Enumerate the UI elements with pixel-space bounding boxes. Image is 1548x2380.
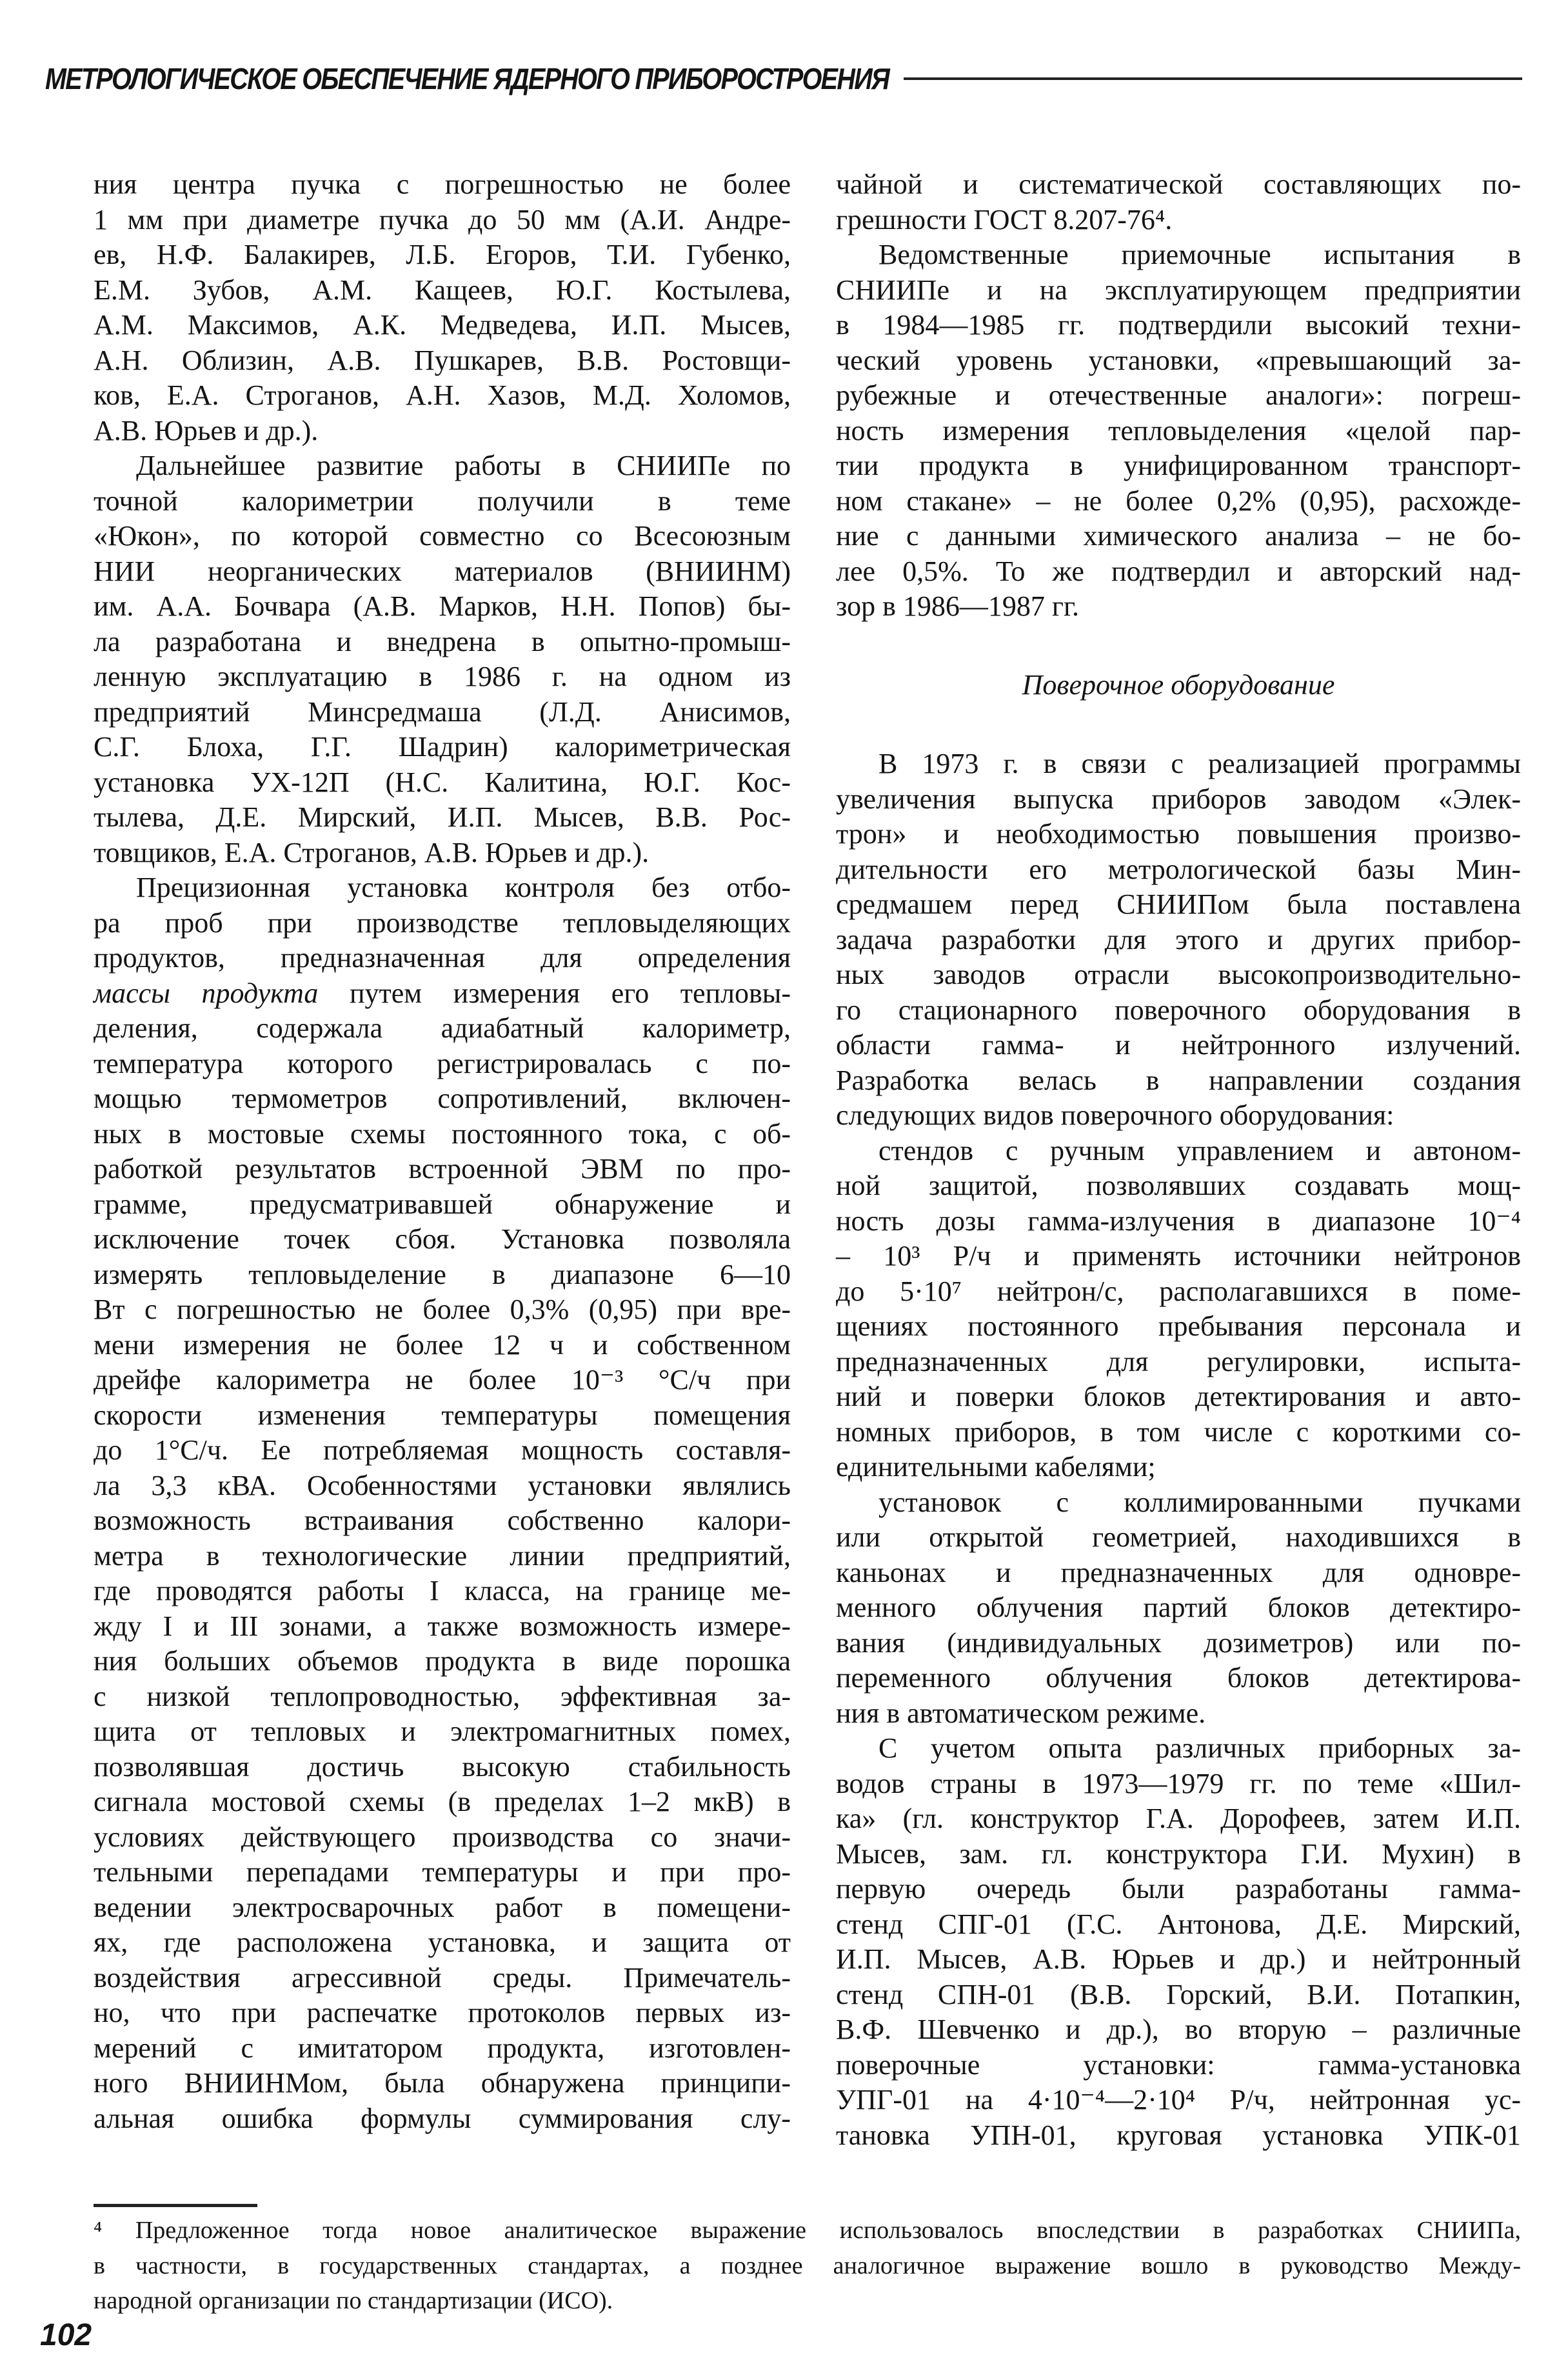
text-line: стенд СПГ-01 (Г.С. Антонова, Д.Е. Мирский,	[836, 1908, 1521, 1940]
text-line: Вт с погрешностью не более 0,3% (0,95) при вре-	[94, 1294, 791, 1325]
text-line: Дальнейшее развитие работы в СНИИПе по	[136, 450, 791, 481]
paragraph	[836, 167, 1521, 237]
paragraph	[94, 167, 791, 448]
text-line: чайной и систематической составляющих по-	[836, 168, 1521, 200]
text-line: но, что при распечатке протоколов первых из-	[94, 1997, 791, 2028]
text-line: УПГ-01 на 4·10⁻⁴—2·10⁴ Р/ч, нейтронная ус-	[836, 2084, 1521, 2115]
text-line: деления, содержала адиабатный калориметр,	[94, 1012, 791, 1044]
text-line: А.М. Максимов, А.К. Медведева, И.П. Мысев,	[94, 309, 791, 341]
text-line: дрейфе калориметра не более 10⁻³ °С/ч при	[94, 1364, 791, 1395]
text-line: метра в технологические линии предприятий,	[94, 1539, 791, 1572]
text-line: продуктов, предназначенная для определения	[94, 942, 791, 974]
text-line: водов страны в 1973—1979 гг. по теме «Шил-	[836, 1767, 1521, 1799]
text-line: В.Ф. Шевченко и др.), во вторую – различные	[836, 2014, 1521, 2045]
text-line: до 1°С/ч. Ее потребляемая мощность составля-	[94, 1434, 791, 1466]
text-line: скорости изменения температуры помещения	[94, 1399, 791, 1431]
text-line: Прецизионная установка контроля без отбо-	[136, 872, 791, 903]
text-line: ний и поверки блоков детектирования и авто-	[836, 1381, 1521, 1412]
text-line: номных приборов, в том числе с короткими со-	[836, 1415, 1521, 1448]
text-line: товщиков, Е.А. Строганов, А.В. Юрьев и др.).	[94, 836, 650, 868]
text-line: установок с коллимированными пучками	[878, 1486, 1521, 1518]
text-line: ном стакане» – не более 0,2% (0,95), расхожде-	[836, 485, 1521, 517]
text-line: А.В. Юрьев и др.).	[94, 414, 319, 446]
text-line: ков, Е.А. Строганов, А.Н. Хазов, М.Д. Холомов,	[94, 379, 791, 411]
text-line: позволявшая достичь высокую стабильность	[94, 1750, 791, 1783]
text-line: грамме, предусматривавшей обнаружение и	[94, 1188, 791, 1220]
text-line: области гамма- и нейтронного излучений.	[836, 1029, 1521, 1061]
text-line: первую очередь были разработаны гамма-	[836, 1873, 1521, 1905]
text-line: грешности ГОСТ 8.207-76⁴.	[836, 203, 1173, 235]
paragraph	[94, 870, 791, 2136]
footnote-divider	[94, 2204, 257, 2207]
text-line: ность дозы гамма-излучения в диапазоне 10⁻⁴	[836, 1205, 1521, 1237]
text-line: В 1973 г. в связи с реализацией программы	[878, 748, 1521, 779]
text-span: путем измерения его тепловы-	[318, 977, 791, 1009]
text-line: ведении электросварочных работ в помещени-	[94, 1891, 791, 1923]
page-number: 102	[40, 2318, 92, 2352]
text-line: НИИ неорганических материалов (ВНИИНМ)	[94, 555, 791, 587]
paragraph	[836, 746, 1521, 1134]
text-line: альная ошибка формулы суммирования слу-	[94, 2102, 791, 2134]
text-line: предназначенных для регулировки, испыта-	[836, 1345, 1521, 1377]
text-line: с низкой теплопроводностью, эффективная за-	[94, 1680, 791, 1712]
header-rule	[904, 77, 1522, 80]
text-line: ние с данными химического анализа – не бо-	[836, 520, 1521, 552]
text-line: ческий уровень установки, «превышающий за-	[836, 344, 1521, 376]
text-line: жду I и III зонами, а также возможность измере-	[94, 1610, 791, 1642]
italic-term: массы продукта	[94, 977, 319, 1009]
text-line	[94, 976, 791, 1012]
text-line: Е.М. Зубов, А.М. Кащеев, Ю.Г. Костылева,	[94, 274, 791, 306]
text-line: ность измерения тепловыделения «целой пар-	[836, 414, 1521, 446]
text-line: сигнала мостовой схемы (в пределах 1–2 мкВ) в	[94, 1786, 791, 1817]
text-line: тылева, Д.Е. Мирский, И.П. Мысев, В.В. Рос-	[94, 801, 791, 833]
text-line: ния в автоматическом режиме.	[836, 1697, 1206, 1729]
text-line: воздействия агрессивной среды. Примечатель-	[94, 1961, 791, 1994]
text-line: го стационарного поверочного оборудования в	[836, 994, 1521, 1026]
text-line: тельными перепадами температуры и при про-	[94, 1856, 791, 1888]
text-line: единительными кабелями;	[836, 1451, 1156, 1483]
text-line: им. А.А. Бочвара (А.В. Марков, Н.Н. Попов) бы-	[94, 590, 791, 622]
text-line: стендов с ручным управлением и автоном-	[878, 1134, 1521, 1166]
text-line: Мысев, зам. гл. конструктора Г.И. Мухин) в	[836, 1837, 1521, 1870]
text-line: зор в 1986—1987 гг.	[836, 590, 1080, 622]
text-line: ной защитой, позволявших создавать мощ-	[836, 1170, 1521, 1201]
text-line: до 5·10⁷ нейтрон/с, располагавшихся в поме-	[836, 1275, 1521, 1307]
text-line: С учетом опыта различных приборных за-	[878, 1732, 1521, 1764]
text-line: щениях постоянного пребывания персонала и	[836, 1310, 1521, 1342]
text-line: температура которого регистрировалась с по-	[94, 1047, 791, 1079]
text-line: условиях действующего производства со значи-	[94, 1821, 791, 1853]
footnote-line: народной организации по стандартизации (ИСО).	[94, 2287, 613, 2314]
text-line: СНИИПе и на эксплуатирующем предприятии	[836, 274, 1521, 306]
text-line: установка УХ-12П (Н.С. Калитина, Ю.Г. Кос-	[94, 766, 791, 798]
paragraph	[836, 1134, 1521, 1485]
text-line: щита от тепловых и электромагнитных помех,	[94, 1715, 791, 1747]
text-line: И.П. Мысев, А.В. Юрьев и др.) и нейтронный	[836, 1943, 1521, 1975]
text-line: ев, Н.Ф. Балакирев, Л.Б. Егоров, Т.И. Губенко,	[94, 239, 791, 270]
text-line: – 10³ Р/ч и применять источники нейтронов	[836, 1240, 1521, 1272]
text-line: 1 мм при диаметре пучка до 50 мм (А.И. Андре-	[94, 203, 791, 235]
text-line: ных в мостовые схемы постоянного тока, с об-	[94, 1117, 791, 1150]
running-header	[45, 59, 1522, 98]
text-line: ния центра пучка с погрешностью не более	[94, 168, 791, 200]
text-line: точной калориметрии получили в теме	[94, 485, 791, 517]
text-line: мерений с имитатором продукта, изготовлен-	[94, 2032, 791, 2064]
text-line: в 1984—1985 гг. подтвердили высокий техни-	[836, 309, 1521, 341]
text-line: «Юкон», по которой совместно со Всесоюзным	[94, 520, 791, 552]
text-line: задача разработки для этого и других прибор-	[836, 923, 1521, 955]
text-line: ра проб при производстве тепловыделяющих	[94, 906, 791, 939]
text-line: или открытой геометрией, находившихся в	[836, 1521, 1521, 1553]
text-line: ла 3,3 кВА. Особенностями установки являлись	[94, 1469, 791, 1501]
footnote-line: ⁴ Предложенное тогда новое аналитическое выражение использовалось впоследствии в разработках СНИИПа,	[94, 2217, 1521, 2244]
text-line: С.Г. Блоха, Г.Г. Шадрин) калориметрическая	[94, 731, 791, 763]
paragraph	[836, 237, 1521, 625]
text-line: трон» и необходимостью повышения произво-	[836, 818, 1521, 850]
text-line: следующих видов поверочного оборудования:	[836, 1099, 1394, 1131]
text-line: лее 0,5%. То же подтвердил и авторский над-	[836, 555, 1521, 587]
text-line: ного ВНИИНМом, была обнаружена принципи-	[94, 2067, 791, 2099]
text-line: предприятий Минсредмаша (Л.Д. Анисимов,	[94, 695, 791, 728]
paragraph	[836, 1485, 1521, 1732]
footnote-line: в частности, в государственных стандартах, а позднее аналогичное выражение вошло в руководство Между-	[94, 2252, 1521, 2279]
text-line: мени измерения не более 12 ч и собственном	[94, 1328, 791, 1361]
text-line: возможность встраивания собственно калори-	[94, 1505, 791, 1536]
text-line: ных заводов отрасли высокопроизводительно-	[836, 959, 1521, 990]
text-line: вания (индивидуальных дозиметров) или по-	[836, 1626, 1521, 1659]
text-line: ка» (гл. конструктор Г.А. Дорофеев, затем И.П.	[836, 1803, 1521, 1834]
text-line: работкой результатов встроенной ЭВМ по про-	[94, 1153, 791, 1185]
left-column	[94, 167, 791, 2136]
text-line: тановка УПН-01, круговая установка УПК-01	[836, 2119, 1521, 2151]
text-line: исключение точек сбоя. Установка позволяла	[94, 1223, 791, 1255]
footnote	[94, 2213, 1521, 2319]
text-line: ях, где расположена установка, и защита от	[94, 1926, 791, 1958]
text-line: переменного облучения блоков детектирова-	[836, 1662, 1521, 1694]
running-header-title: МЕТРОЛОГИЧЕСКОЕ ОБЕСПЕЧЕНИЕ ЯДЕРНОГО ПРИБОРОСТРОЕНИЯ	[45, 62, 889, 95]
paragraph	[836, 1731, 1521, 2153]
paragraph	[94, 448, 791, 870]
text-line: ленную эксплуатацию в 1986 г. на одном из	[94, 661, 791, 692]
text-line: измерять тепловыделение в диапазоне 6—10	[94, 1258, 791, 1290]
text-line: увеличения выпуска приборов заводом «Элек-	[836, 783, 1521, 815]
text-line: рубежные и отечественные аналоги»: погреш-	[836, 379, 1521, 411]
text-line: тии продукта в унифицированном транспорт-	[836, 450, 1521, 481]
text-line: Ведомственные приемочные испытания в	[878, 239, 1521, 270]
text-line: поверочные установки: гамма-установка	[836, 2048, 1521, 2081]
text-line: ла разработана и внедрена в опытно-промыш-	[94, 625, 791, 657]
text-line: мощью термометров сопротивлений, включен-	[94, 1083, 791, 1114]
text-line: ния больших объемов продукта в виде порошка	[94, 1645, 791, 1677]
section-heading: Поверочное оборудование	[1022, 668, 1335, 701]
text-line: где проводятся работы I класса, на границе ме-	[94, 1575, 791, 1606]
text-line: каньонах и предназначенных для одновре-	[836, 1556, 1521, 1588]
right-column	[836, 167, 1521, 2153]
text-line: стенд СПН-01 (В.В. Горский, В.И. Потапкин,	[836, 1978, 1521, 2010]
text-line: менного облучения партий блоков детектиро-	[836, 1592, 1521, 1623]
text-line: Разработка велась в направлении создания	[836, 1064, 1521, 1096]
text-line: А.Н. Облизин, А.В. Пушкарев, В.В. Ростовщи-	[94, 344, 791, 376]
text-line: дительности его метрологической базы Мин-	[836, 853, 1521, 885]
text-line: средмашем перед СНИИПом была поставлена	[836, 888, 1521, 920]
